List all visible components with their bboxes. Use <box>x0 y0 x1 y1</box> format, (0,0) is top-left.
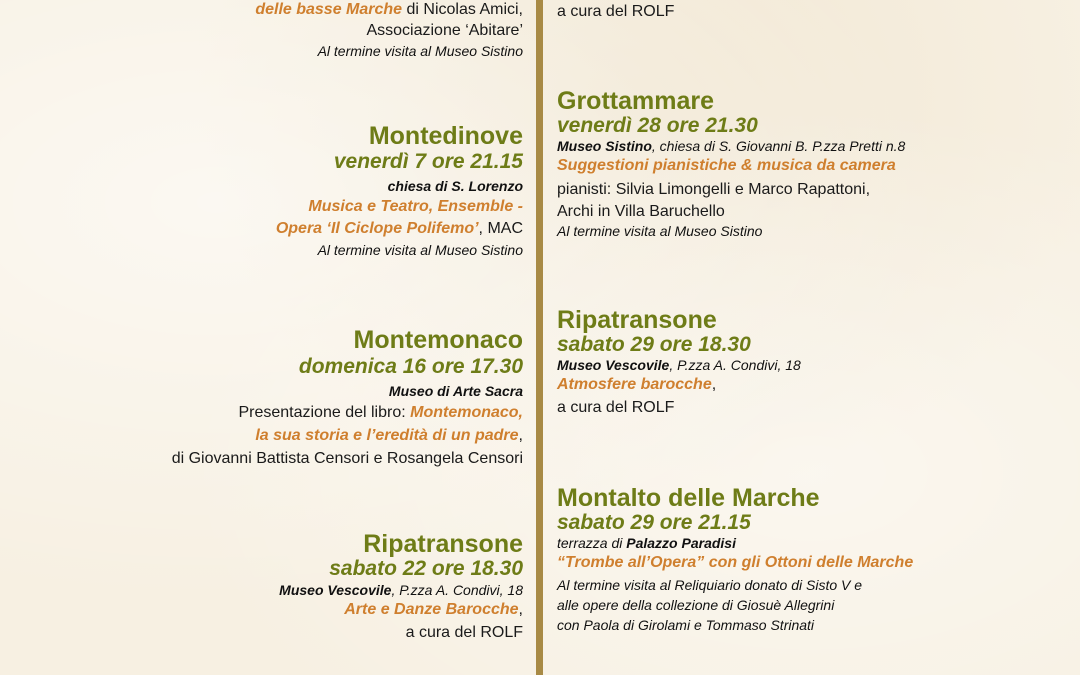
visit-note: Al termine visita al Museo Sistino <box>317 43 523 59</box>
event-venue <box>557 534 736 552</box>
performers-text: pianisti: Silvia Limongelli e Marco Rapattoni, <box>557 181 871 198</box>
event-place: Ripatransone <box>557 306 717 334</box>
venue-name: Museo Vescovile <box>279 582 392 598</box>
performers-text: Archi in Villa Baruchello <box>557 203 725 220</box>
punctuation: , <box>711 376 717 393</box>
event-date: sabato 29 ore 21.15 <box>557 511 751 534</box>
venue-name: chiesa di S. Lorenzo <box>387 178 523 194</box>
event-date: domenica 16 ore 17.30 <box>298 355 523 378</box>
organizer-text: , MAC <box>478 220 523 237</box>
visit-note: alle opere della collezione di Giosuè Allegrini <box>557 597 835 613</box>
event-title-text: Atmosfere barocche <box>557 376 712 393</box>
event-venue <box>557 137 905 155</box>
visit-note: Al termine visita al Museo Sistino <box>557 223 763 239</box>
punctuation: , <box>518 601 523 618</box>
venue-address: , P.zza A. Condivi, 18 <box>669 357 801 373</box>
visit-note: Al termine visita al Museo Sistino <box>317 242 523 258</box>
event-place: Ripatransone <box>363 530 523 558</box>
venue-name: Museo Vescovile <box>557 357 670 373</box>
event-title: Suggestioni pianistiche & musica da camera <box>557 157 896 174</box>
association-text: Associazione ‘Abitare’ <box>366 22 523 39</box>
venue-address: , chiesa di S. Giovanni B. P.zza Pretti n.8 <box>651 138 906 154</box>
presentation-label: Presentazione del libro: <box>238 404 411 421</box>
event-date: sabato 29 ore 18.30 <box>557 333 751 356</box>
venue-name: Palazzo Paradisi <box>626 535 736 551</box>
event-title-text: Arte e Danze Barocche <box>344 601 519 618</box>
book-title-fragment: delle basse Marche <box>255 1 403 18</box>
event-place: Grottammare <box>557 87 714 115</box>
event-date: venerdì 28 ore 21.30 <box>557 114 758 137</box>
authors-text: di Giovanni Battista Censori e Rosangela Censori <box>171 450 523 467</box>
punctuation: , <box>518 427 523 444</box>
book-title-fragment: Montemonaco, <box>410 404 523 421</box>
author-text: di Nicolas Amici, <box>402 1 523 18</box>
event-venue <box>388 177 523 195</box>
venue-name: Museo Sistino <box>557 138 652 154</box>
venue-name: Museo di Arte Sacra <box>388 383 523 399</box>
event-place: Montemonaco <box>353 326 523 354</box>
venue-address: , P.zza A. Condivi, 18 <box>391 582 523 598</box>
event-text-line <box>238 403 523 423</box>
event-date: venerdì 7 ore 21.15 <box>333 150 523 173</box>
event-title <box>276 219 523 239</box>
event-venue <box>279 581 523 599</box>
event-title <box>557 375 716 395</box>
event-date: sabato 22 ore 18.30 <box>329 557 523 580</box>
curator-text: a cura del ROLF <box>557 399 675 416</box>
event-title: “Trombe all’Opera” con gli Ottoni delle Marche <box>557 554 914 571</box>
event-venue <box>389 382 523 400</box>
event-place: Montalto delle Marche <box>557 484 820 512</box>
center-divider <box>536 0 543 675</box>
event-title <box>344 600 523 620</box>
event-place: Montedinove <box>368 122 523 150</box>
opera-title: Opera ‘Il Ciclope Polifemo’ <box>275 220 479 237</box>
visit-note: con Paola di Girolami e Tommaso Strinati <box>557 617 815 633</box>
visit-note: Al termine visita al Reliquiario donato di Sisto V e <box>557 577 863 593</box>
venue-prefix: terrazza di <box>557 535 627 551</box>
book-title-fragment: la sua storia e l’eredità di un padre <box>255 427 519 444</box>
event-title: Musica e Teatro, Ensemble - <box>308 198 523 215</box>
curator-text: a cura del ROLF <box>557 3 675 20</box>
event-venue <box>557 356 801 374</box>
event-text-line <box>255 426 523 446</box>
event-text-line <box>255 0 523 20</box>
curator-text: a cura del ROLF <box>405 624 523 641</box>
